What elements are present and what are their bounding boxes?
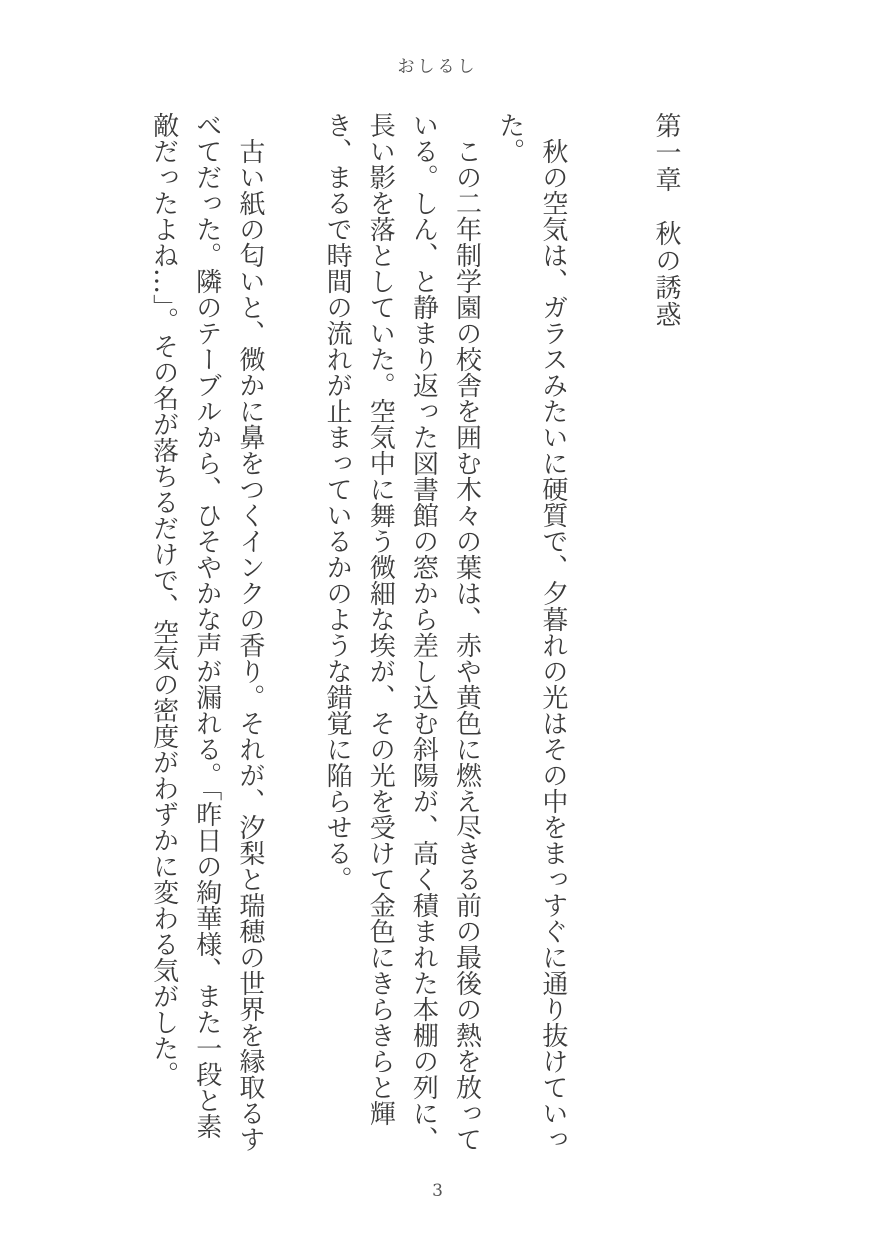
text-area bbox=[141, 112, 687, 1154]
body-text bbox=[141, 112, 573, 1154]
chapter-title: 第一章 秋の誘惑 bbox=[651, 112, 681, 328]
running-header: おしるし bbox=[397, 57, 478, 77]
paragraph: この二年制学園の校舎を囲む木々の葉は、赤や黄色に燃え尽きる前の最後の熱を放っている。しん、と静まり返った図書館の窓から差し込む斜陽が、高く積まれた本棚の列に、長い影を落としていた。空気中に舞う微細な埃が、その光を受けて金色にきらきらと輝き、まるで時間の流れが止まっているかのような錯覚に陥らせる。 bbox=[322, 112, 482, 1152]
paragraph: 古い紙の匂いと、微かに鼻をつくインクの香り。それが、汐梨と瑞穂の世界を縁取るすべてだった。隣のテーブルから、ひそやかな声が漏れる。「昨日の絢華様、また一段と素敵だったよね…」。その名が落ちるだけで、空気の密度がわずかに変わる気がした。 bbox=[148, 112, 265, 1152]
paragraph: 秋の空気は、ガラスみたいに硬質で、夕暮れの光はその中をまっすぐに通り抜けていった。 bbox=[494, 112, 568, 1152]
page-number: 3 bbox=[432, 1181, 443, 1201]
